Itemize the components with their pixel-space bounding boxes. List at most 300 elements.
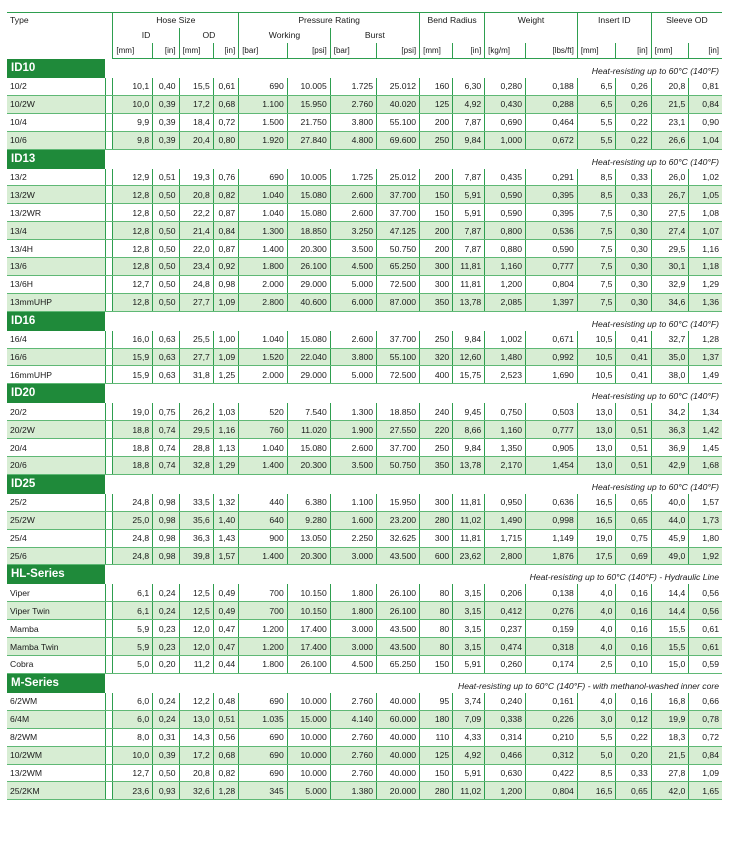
value-cell: 37.700 (377, 204, 420, 222)
value-cell: 24,8 (113, 547, 153, 565)
spacer-cell (105, 511, 113, 529)
value-cell: 4.500 (330, 258, 376, 276)
value-cell: 10,1 (113, 78, 153, 95)
value-cell: 1,29 (689, 275, 722, 293)
value-cell: 31,8 (179, 366, 213, 384)
value-cell: 72.500 (377, 366, 420, 384)
value-cell: 15.080 (287, 439, 330, 457)
hose-type-cell: Cobra (7, 656, 105, 674)
value-cell: 0,56 (689, 602, 722, 620)
value-cell: 0,395 (525, 204, 577, 222)
value-cell: 0,63 (153, 331, 179, 348)
value-cell: 1.040 (239, 186, 288, 204)
value-cell: 33,5 (179, 494, 213, 511)
value-cell: 5,5 (577, 113, 616, 131)
spacer-cell (105, 348, 113, 366)
value-cell: 1,00 (213, 331, 238, 348)
value-cell: 0,98 (153, 494, 179, 511)
table-row (7, 656, 722, 674)
value-cell: 1,29 (213, 457, 238, 475)
value-cell: 16,0 (113, 331, 153, 348)
unit-label: [in] (213, 43, 238, 59)
value-cell: 12,0 (179, 620, 213, 638)
table-row (7, 78, 722, 95)
value-cell: 0,590 (485, 186, 526, 204)
value-cell: 0,33 (616, 186, 651, 204)
value-cell: 0,92 (213, 258, 238, 276)
value-cell: 760 (239, 421, 288, 439)
value-cell: 5,5 (577, 131, 616, 149)
value-cell: 0,536 (525, 222, 577, 240)
value-cell: 26.100 (377, 584, 420, 601)
value-cell: 40.000 (377, 693, 420, 710)
value-cell: 1,350 (485, 439, 526, 457)
value-cell: 0,72 (213, 113, 238, 131)
table-row (7, 240, 722, 258)
unit-label: [kg/m] (485, 43, 526, 59)
spacer-cell (105, 240, 113, 258)
value-cell: 1.380 (330, 782, 376, 800)
value-cell: 3,15 (453, 602, 485, 620)
section-header (7, 311, 722, 331)
value-cell: 0,161 (525, 693, 577, 710)
value-cell: 15.080 (287, 186, 330, 204)
hose-type-cell: 10/2WM (7, 746, 105, 764)
value-cell: 20.300 (287, 457, 330, 475)
spacer-cell (105, 222, 113, 240)
value-cell: 0,68 (213, 746, 238, 764)
value-cell: 55.100 (377, 348, 420, 366)
value-cell: 0,503 (525, 403, 577, 420)
value-cell: 12,0 (179, 638, 213, 656)
hose-type-cell: 20/4 (7, 439, 105, 457)
value-cell: 6,5 (577, 78, 616, 95)
table-row (7, 348, 722, 366)
value-cell: 11,2 (179, 656, 213, 674)
value-cell: 3,15 (453, 584, 485, 601)
hose-type-cell: 25/2 (7, 494, 105, 511)
table-row (7, 169, 722, 186)
hose-type-cell: 13/6 (7, 258, 105, 276)
value-cell: 80 (420, 584, 453, 601)
value-cell: 40.600 (287, 293, 330, 311)
value-cell: 0,75 (153, 403, 179, 420)
value-cell: 10,0 (113, 746, 153, 764)
value-cell: 0,464 (525, 113, 577, 131)
value-cell: 3,15 (453, 620, 485, 638)
value-cell: 15.080 (287, 204, 330, 222)
value-cell: 0,51 (616, 457, 651, 475)
value-cell: 3.500 (330, 240, 376, 258)
value-cell: 1.040 (239, 331, 288, 348)
value-cell: 0,50 (153, 293, 179, 311)
value-cell: 0,20 (616, 746, 651, 764)
value-cell: 37.700 (377, 186, 420, 204)
value-cell: 13,0 (577, 403, 616, 420)
table-row (7, 764, 722, 782)
spacer-cell (105, 547, 113, 565)
hose-type-cell: 25/2KM (7, 782, 105, 800)
value-cell: 0,23 (153, 638, 179, 656)
table-row (7, 529, 722, 547)
value-cell: 12,9 (113, 169, 153, 186)
value-cell: 12,7 (113, 275, 153, 293)
value-cell: 1.725 (330, 78, 376, 95)
spacer-cell (105, 95, 113, 113)
section-title: ID16 (7, 311, 105, 331)
table-row (7, 331, 722, 348)
value-cell: 27,5 (651, 204, 689, 222)
value-cell: 23,6 (113, 782, 153, 800)
value-cell: 0,47 (213, 620, 238, 638)
value-cell: 4,0 (577, 620, 616, 638)
value-cell: 11,81 (453, 258, 485, 276)
value-cell: 0,288 (525, 95, 577, 113)
value-cell: 1.725 (330, 169, 376, 186)
table-row (7, 95, 722, 113)
value-cell: 0,16 (616, 620, 651, 638)
value-cell: 20.000 (377, 782, 420, 800)
value-cell: 0,81 (689, 78, 722, 95)
col-header-pressure-rating: Pressure Rating (239, 13, 420, 29)
value-cell: 1,13 (213, 439, 238, 457)
col-header-sleeve-od: Sleeve OD (651, 13, 722, 29)
value-cell: 0,74 (153, 421, 179, 439)
value-cell: 19,3 (179, 169, 213, 186)
spacer-cell (105, 293, 113, 311)
value-cell: 0,314 (485, 728, 526, 746)
hose-type-cell: 25/6 (7, 547, 105, 565)
spacer-cell (105, 620, 113, 638)
value-cell: 3.800 (330, 348, 376, 366)
value-cell: 18,8 (113, 439, 153, 457)
value-cell: 36,3 (651, 421, 689, 439)
unit-label: [mm] (577, 43, 616, 59)
value-cell: 6,0 (113, 693, 153, 710)
value-cell: 1,57 (213, 547, 238, 565)
value-cell: 1.800 (330, 584, 376, 601)
spacer-cell (105, 186, 113, 204)
value-cell: 0,138 (525, 584, 577, 601)
value-cell: 300 (420, 529, 453, 547)
section-header (7, 474, 722, 494)
table-row (7, 494, 722, 511)
spacer-cell (105, 204, 113, 222)
value-cell: 2,523 (485, 366, 526, 384)
value-cell: 7,5 (577, 222, 616, 240)
value-cell: 0,905 (525, 439, 577, 457)
spacer-cell (105, 275, 113, 293)
value-cell: 1.800 (330, 602, 376, 620)
value-cell: 0,72 (689, 728, 722, 746)
value-cell: 0,30 (616, 275, 651, 293)
hose-type-cell: 13/4H (7, 240, 105, 258)
value-cell: 0,41 (616, 366, 651, 384)
value-cell: 0,24 (153, 693, 179, 710)
value-cell: 0,672 (525, 131, 577, 149)
value-cell: 16,8 (651, 693, 689, 710)
col-subheader-burst: Burst (330, 28, 419, 43)
value-cell: 40,0 (651, 494, 689, 511)
value-cell: 0,590 (525, 240, 577, 258)
value-cell: 600 (420, 547, 453, 565)
value-cell: 1.400 (239, 547, 288, 565)
value-cell: 0,430 (485, 95, 526, 113)
col-subheader-id: ID (113, 28, 179, 43)
value-cell: 17.400 (287, 638, 330, 656)
value-cell: 10.150 (287, 584, 330, 601)
value-cell: 0,40 (153, 78, 179, 95)
value-cell: 28,8 (179, 439, 213, 457)
value-cell: 2.600 (330, 204, 376, 222)
value-cell: 9,9 (113, 113, 153, 131)
value-cell: 29.000 (287, 275, 330, 293)
value-cell: 0,412 (485, 602, 526, 620)
value-cell: 1.040 (239, 439, 288, 457)
value-cell: 4.140 (330, 710, 376, 728)
value-cell: 0,84 (213, 222, 238, 240)
value-cell: 0,20 (153, 656, 179, 674)
value-cell: 9,45 (453, 403, 485, 420)
unit-label: [in] (689, 43, 722, 59)
value-cell: 0,56 (213, 728, 238, 746)
value-cell: 0,66 (689, 693, 722, 710)
value-cell: 13,0 (577, 421, 616, 439)
value-cell: 0,16 (616, 638, 651, 656)
value-cell: 0,10 (616, 656, 651, 674)
hose-type-cell: Mamba Twin (7, 638, 105, 656)
value-cell: 1.920 (239, 131, 288, 149)
value-cell: 0,65 (616, 511, 651, 529)
value-cell: 26,0 (651, 169, 689, 186)
value-cell: 5,91 (453, 204, 485, 222)
value-cell: 3.000 (330, 620, 376, 638)
value-cell: 0,61 (689, 620, 722, 638)
value-cell: 15,75 (453, 366, 485, 384)
value-cell: 26,6 (651, 131, 689, 149)
value-cell: 11,81 (453, 529, 485, 547)
value-cell: 1.100 (330, 494, 376, 511)
value-cell: 24,8 (179, 275, 213, 293)
value-cell: 1,160 (485, 421, 526, 439)
value-cell: 0,590 (485, 204, 526, 222)
value-cell: 2.760 (330, 95, 376, 113)
value-cell: 690 (239, 728, 288, 746)
value-cell: 1,04 (689, 131, 722, 149)
value-cell: 300 (420, 494, 453, 511)
value-cell: 350 (420, 457, 453, 475)
value-cell: 13,0 (179, 710, 213, 728)
value-cell: 2,170 (485, 457, 526, 475)
value-cell: 0,75 (616, 529, 651, 547)
value-cell: 0,76 (213, 169, 238, 186)
hose-type-cell: 10/4 (7, 113, 105, 131)
value-cell: 23.200 (377, 511, 420, 529)
value-cell: 0,51 (616, 439, 651, 457)
unit-label: [bar] (239, 43, 288, 59)
value-cell: 0,65 (616, 494, 651, 511)
value-cell: 23,62 (453, 547, 485, 565)
hose-type-cell: 13/6H (7, 275, 105, 293)
unit-label: [psi] (377, 43, 420, 59)
spacer-cell (105, 366, 113, 384)
value-cell: 23,1 (651, 113, 689, 131)
value-cell: 16,5 (577, 511, 616, 529)
hose-type-cell: 20/6 (7, 457, 105, 475)
value-cell: 10.000 (287, 764, 330, 782)
value-cell: 1,65 (689, 782, 722, 800)
value-cell: 5,9 (113, 638, 153, 656)
value-cell: 32,6 (179, 782, 213, 800)
value-cell: 5,91 (453, 764, 485, 782)
value-cell: 2.760 (330, 728, 376, 746)
value-cell: 7,87 (453, 113, 485, 131)
value-cell: 16,5 (577, 782, 616, 800)
value-cell: 3.000 (330, 547, 376, 565)
value-cell: 1,42 (689, 421, 722, 439)
value-cell: 0,50 (153, 222, 179, 240)
value-cell: 10.150 (287, 602, 330, 620)
value-cell: 0,240 (485, 693, 526, 710)
value-cell: 26,7 (651, 186, 689, 204)
value-cell: 2.000 (239, 275, 288, 293)
value-cell: 9,8 (113, 131, 153, 149)
section-title: HL-Series (7, 565, 105, 585)
value-cell: 6,30 (453, 78, 485, 95)
value-cell: 0,51 (153, 169, 179, 186)
hose-type-cell: 13/2W (7, 186, 105, 204)
hose-type-cell: 13mmUHP (7, 293, 105, 311)
value-cell: 0,47 (213, 638, 238, 656)
value-cell: 13,0 (577, 439, 616, 457)
value-cell: 0,992 (525, 348, 577, 366)
value-cell: 1,200 (485, 782, 526, 800)
value-cell: 27,7 (179, 348, 213, 366)
value-cell: 0,22 (616, 113, 651, 131)
value-cell: 0,30 (616, 293, 651, 311)
spacer-cell (105, 656, 113, 674)
section-header (7, 565, 722, 585)
value-cell: 22.040 (287, 348, 330, 366)
value-cell: 0,74 (153, 457, 179, 475)
hose-type-cell: 20/2W (7, 421, 105, 439)
value-cell: 5.000 (287, 782, 330, 800)
value-cell: 1,149 (525, 529, 577, 547)
value-cell: 1.800 (239, 656, 288, 674)
spacer-cell (105, 764, 113, 782)
spacer-cell (105, 331, 113, 348)
hose-type-cell: 13/4 (7, 222, 105, 240)
value-cell: 0,226 (525, 710, 577, 728)
value-cell: 4,0 (577, 638, 616, 656)
value-cell: 0,312 (525, 746, 577, 764)
value-cell: 20,8 (179, 186, 213, 204)
value-cell: 1,690 (525, 366, 577, 384)
value-cell: 37.700 (377, 331, 420, 348)
spacer-cell (105, 169, 113, 186)
value-cell: 29,5 (179, 421, 213, 439)
value-cell: 0,950 (485, 494, 526, 511)
table-row (7, 584, 722, 601)
value-cell: 0,82 (213, 764, 238, 782)
value-cell: 27,8 (651, 764, 689, 782)
value-cell: 12,8 (113, 204, 153, 222)
value-cell: 0,16 (616, 602, 651, 620)
value-cell: 21,4 (179, 222, 213, 240)
value-cell: 2.600 (330, 331, 376, 348)
value-cell: 0,237 (485, 620, 526, 638)
value-cell: 9.280 (287, 511, 330, 529)
value-cell: 11,02 (453, 782, 485, 800)
value-cell: 0,30 (616, 222, 651, 240)
spacer-cell (105, 421, 113, 439)
value-cell: 6.000 (330, 293, 376, 311)
value-cell: 12,60 (453, 348, 485, 366)
value-cell: 5.000 (330, 275, 376, 293)
value-cell: 1.035 (239, 710, 288, 728)
value-cell: 35,0 (651, 348, 689, 366)
value-cell: 2.800 (239, 293, 288, 311)
value-cell: 1,09 (213, 348, 238, 366)
value-cell: 3.250 (330, 222, 376, 240)
value-cell: 0,30 (616, 204, 651, 222)
value-cell: 0,338 (485, 710, 526, 728)
value-cell: 4,92 (453, 746, 485, 764)
header-row-subgroups (7, 28, 722, 43)
value-cell: 0,318 (525, 638, 577, 656)
section-title: ID10 (7, 59, 105, 79)
unit-label: [mm] (420, 43, 453, 59)
value-cell: 15.080 (287, 331, 330, 348)
hose-type-cell: 10/2W (7, 95, 105, 113)
value-cell: 0,56 (689, 584, 722, 601)
table-row (7, 638, 722, 656)
value-cell: 6.380 (287, 494, 330, 511)
value-cell: 15.950 (377, 494, 420, 511)
value-cell: 690 (239, 693, 288, 710)
value-cell: 7,87 (453, 240, 485, 258)
spec-table-body (7, 59, 722, 800)
unit-label: [lbs/ft] (525, 43, 577, 59)
table-row (7, 131, 722, 149)
value-cell: 34,2 (651, 403, 689, 420)
value-cell: 42,0 (651, 782, 689, 800)
value-cell: 0,50 (153, 764, 179, 782)
value-cell: 4,92 (453, 95, 485, 113)
value-cell: 0,422 (525, 764, 577, 782)
value-cell: 16,5 (577, 494, 616, 511)
value-cell: 36,9 (651, 439, 689, 457)
value-cell: 0,690 (485, 113, 526, 131)
value-cell: 19,9 (651, 710, 689, 728)
value-cell: 1,09 (689, 764, 722, 782)
hose-type-cell: 25/4 (7, 529, 105, 547)
value-cell: 0,12 (616, 710, 651, 728)
value-cell: 29,5 (651, 240, 689, 258)
value-cell: 17,5 (577, 547, 616, 565)
table-row (7, 439, 722, 457)
value-cell: 10,5 (577, 348, 616, 366)
section-title: ID25 (7, 474, 105, 494)
value-cell: 47.125 (377, 222, 420, 240)
value-cell: 19,0 (113, 403, 153, 420)
value-cell: 1.300 (239, 222, 288, 240)
value-cell: 0,50 (153, 204, 179, 222)
value-cell: 3.000 (330, 638, 376, 656)
value-cell: 0,24 (153, 584, 179, 601)
value-cell: 1,25 (213, 366, 238, 384)
value-cell: 0,800 (485, 222, 526, 240)
